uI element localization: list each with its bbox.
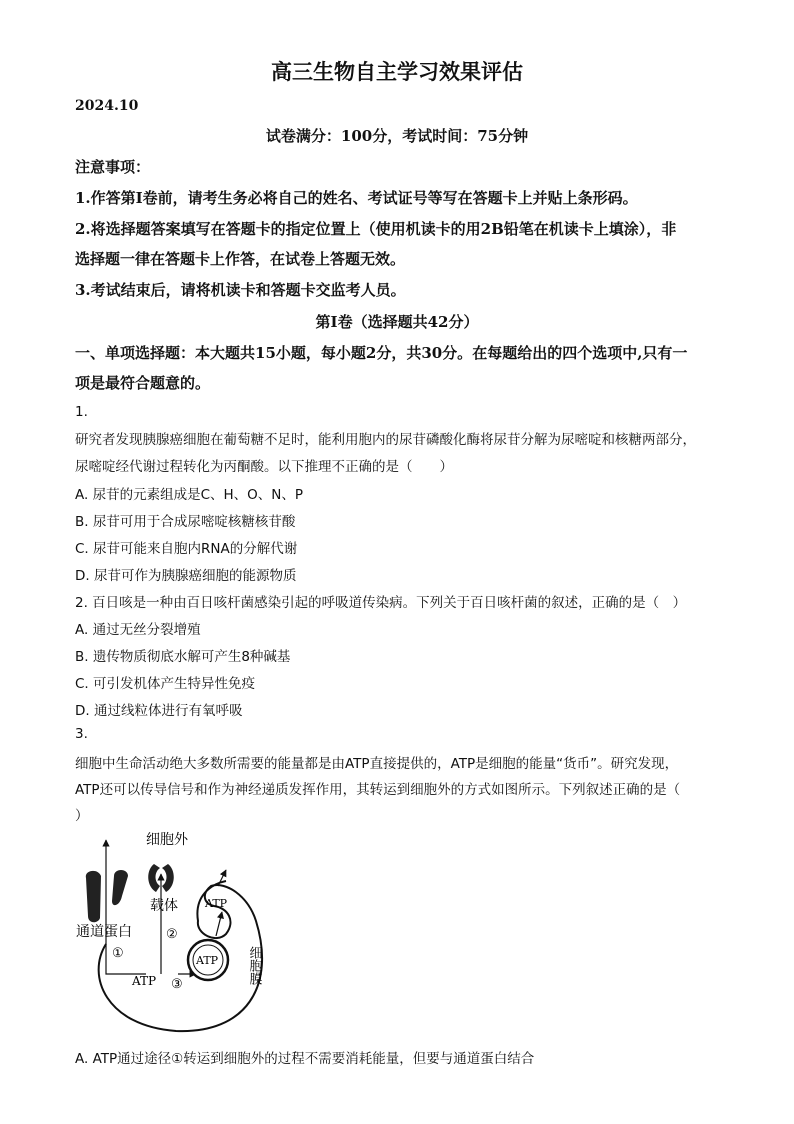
label-atp-released: ATP — [205, 897, 228, 910]
carrier-protein-left — [148, 864, 160, 892]
channel-protein-left — [86, 871, 101, 922]
label-path-3: ③ — [171, 977, 183, 992]
question-2-option-d: D. 通过线粒体进行有氧呼吸 — [75, 703, 243, 719]
label-atp-cytoplasm: ATP — [132, 974, 157, 988]
question-3-stem-line1: 细胞中生命活动绝大多数所需要的能量都是由ATP直接提供的，ATP是细胞的能量“货币”。研究发现， — [75, 756, 679, 772]
section-title: 第Ⅰ卷（选择题共42分） — [315, 313, 479, 331]
label-channel: 通道蛋白 — [76, 924, 132, 940]
question-3-stem-line3: ） — [75, 808, 89, 824]
label-outside: 细胞外 — [146, 832, 188, 848]
label-carrier: 载体 — [150, 898, 178, 914]
label-path-1: ① — [112, 946, 124, 961]
question-1-option-d: D. 尿苷可作为胰腺癌细胞的能源物质 — [75, 568, 297, 584]
question-1-stem-line2: 尿嘧啶经代谢过程转化为丙酮酸。以下推理不正确的是（ ） — [75, 459, 453, 475]
exam-info: 试卷满分：100分，考试时间：75分钟 — [265, 127, 529, 145]
vesicle-release-arrow — [216, 912, 222, 936]
label-membrane: 细胞膜 — [246, 946, 262, 985]
question-2-stem: 2. 百日咳是一种由百日咳杆菌感染引起的呼吸道传染病。下列关于百日咳杆菌的叙述，正确的是（ ） — [75, 595, 687, 611]
label-atp-vesicle: ATP — [196, 954, 219, 967]
question-2-option-c: C. 可引发机体产生特异性免疫 — [75, 676, 256, 692]
question-1-option-a: A. 尿苷的元素组成是C、H、O、N、P — [75, 487, 304, 503]
question-3-option-a: A. ATP通过途径①转运到细胞外的过程不需要消耗能量，但要与通道蛋白结合 — [75, 1051, 535, 1067]
question-3-stem-line2: ATP还可以传导信号和作为神经递质发挥作用，其转运到细胞外的方式如图所示。下列叙述正确的是（ — [75, 782, 681, 798]
notice-item-2-line2: 选择题一律在答题卡上作答，在试卷上答题无效。 — [75, 250, 406, 268]
outside-arrow — [218, 870, 226, 886]
channel-protein-right — [112, 870, 128, 905]
section-instruction-line1: 一、单项选择题：本大题共15小题，每小题2分，共30分。在每题给出的四个选项中,只有一 — [75, 344, 688, 362]
question-2-option-a: A. 通过无丝分裂增殖 — [75, 622, 201, 638]
exam-date: 2024.10 — [75, 98, 139, 114]
notice-heading: 注意事项： — [75, 158, 151, 176]
notice-item-1: 1.作答第Ⅰ卷前，请考生务必将自己的姓名、考试证号等写在答题卡上并贴上条形码。 — [75, 189, 638, 207]
section-instruction-line2: 项是最符合题意的。 — [75, 374, 211, 392]
notice-item-2-line1: 2.将选择题答案填写在答题卡的指定位置上（使用机读卡的用2B铅笔在机读卡上填涂），非 — [75, 220, 677, 238]
label-path-2: ② — [166, 927, 178, 942]
question-1-option-b: B. 尿苷可用于合成尿嘧啶核糖核苷酸 — [75, 514, 296, 530]
question-2-option-b: B. 遗传物质彻底水解可产生8种碱基 — [75, 649, 291, 665]
notice-item-3: 3.考试结束后，请将机读卡和答题卡交监考人员。 — [75, 281, 406, 299]
atp-transport-diagram — [76, 826, 286, 1041]
question-1-option-c: C. 尿苷可能来自胞内RNA的分解代谢 — [75, 541, 298, 557]
page-title: 高三生物自主学习效果评估 — [271, 59, 523, 84]
question-1-number: 1. — [75, 404, 88, 420]
question-3-number: 3. — [75, 726, 88, 742]
atp-transport-figure — [76, 826, 286, 1041]
carrier-protein-right — [162, 864, 174, 892]
question-1-stem-line1: 研究者发现胰腺癌细胞在葡萄糖不足时，能利用胞内的尿苷磷酸化酶将尿苷分解为尿嘧啶和核糖两部分， — [75, 432, 696, 448]
